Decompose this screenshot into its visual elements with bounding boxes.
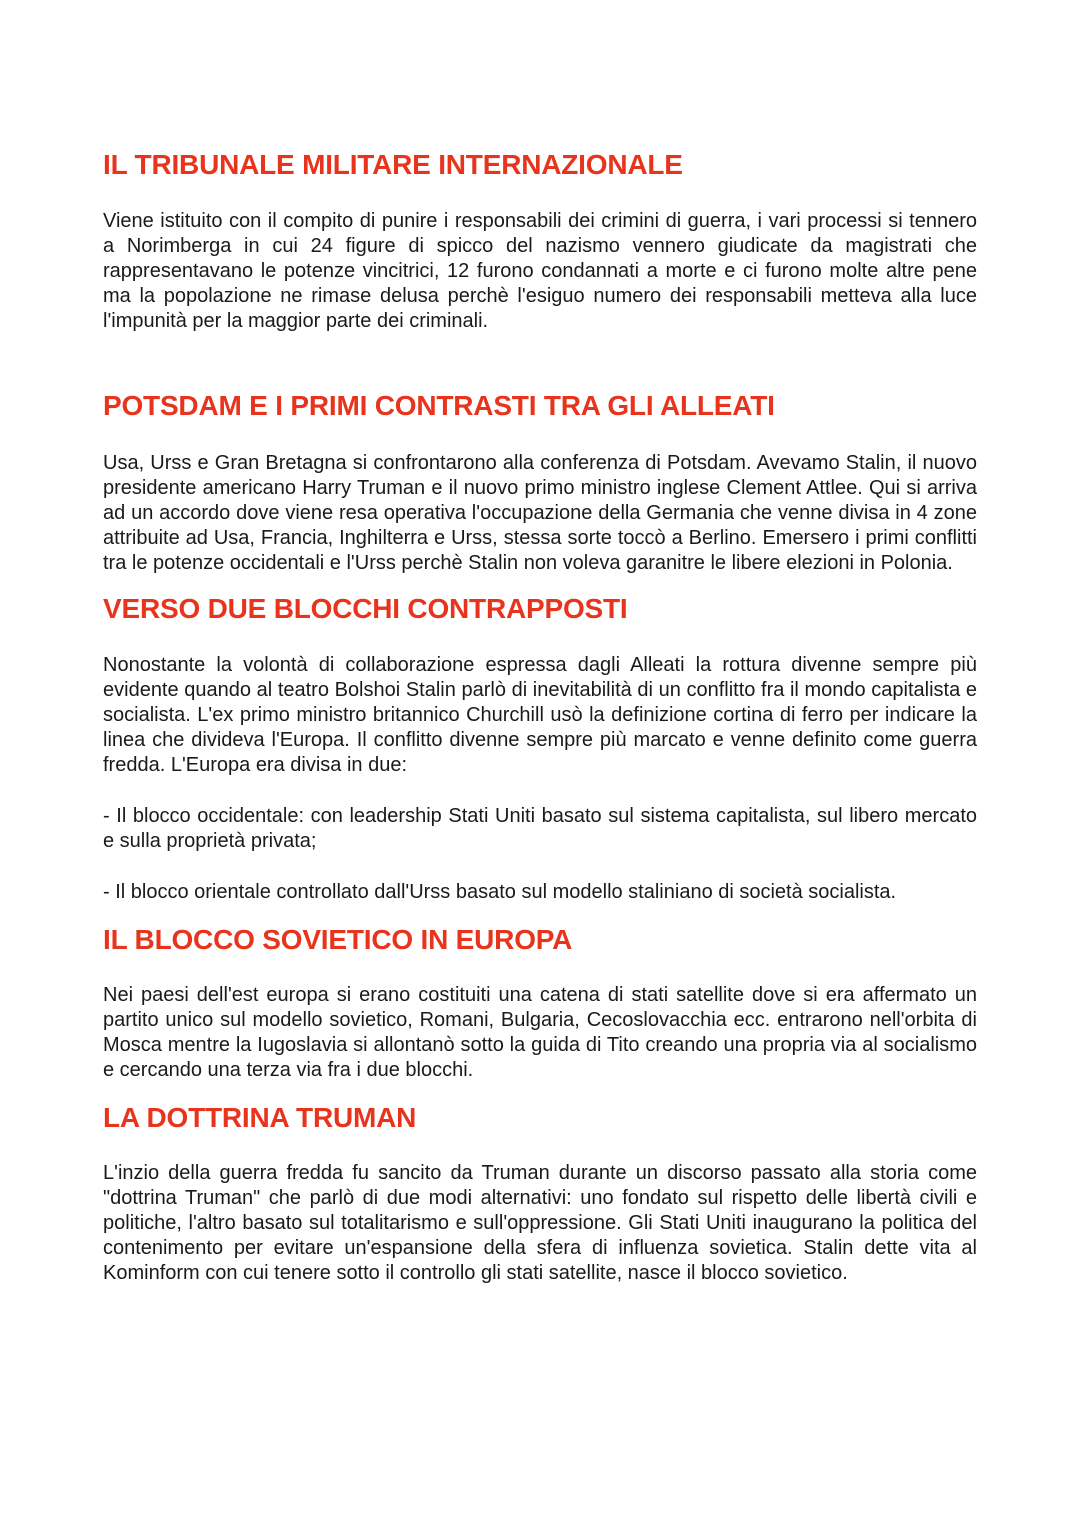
- section-title-potsdam: POTSDAM E I PRIMI CONTRASTI TRA GLI ALLEATI: [103, 390, 775, 421]
- section-title-tribunale: IL TRIBUNALE MILITARE INTERNAZIONALE: [103, 149, 683, 180]
- section-title-dottrina-truman: LA DOTTRINA TRUMAN: [103, 1102, 417, 1133]
- section-paragraph: Nei paesi dell'est europa si erano costituiti una catena di stati satellite dove si era affermato un partito unico sul modello sovietico, Romani, Bulgaria, Cecoslovacchia ecc. entrarono nell'orbita di Mosca mentre la Iugoslavia si allontanò sotto la guida di Tito creando una propria via al socialismo e cercando una terza via fra i due blocchi.: [103, 984, 977, 1081]
- document-page: [103, 148, 977, 1286]
- section-paragraph: Nonostante la volontà di collaborazione espressa dagli Alleati la rottura divenne sempre più evidente quando al teatro Bolshoi Stalin parlò di inevitabilità di un conflitto fra il mondo capitalista e socialista. L'ex primo ministro britannico Churchill usò la definizione cortina di ferro per indicare la linea che divideva l'Europa. Il conflitto divenne sempre più marcato e venne definito come guerra fredda. L'Europa era divisa in due:: [103, 654, 977, 776]
- list-item-blocco-orientale: - Il blocco orientale controllato dall'Urss basato sul modello staliniano di società socialista.: [103, 881, 897, 903]
- section-title-blocco-sovietico: IL BLOCCO SOVIETICO IN EUROPA: [103, 924, 573, 955]
- section-paragraph: Usa, Urss e Gran Bretagna si confrontarono alla conferenza di Potsdam. Avevamo Stalin, il nuovo presidente americano Harry Truman e il nuovo primo ministro inglese Clement Attlee. Qui si arriva ad un accordo dove viene resa operativa l'occupazione della Germania che venne divisa in 4 zone attribuite ad Usa, Francia, Inghilterra e Urss, stessa sorte toccò a Berlino. Emersero i primi conflitti tra le potenze occidentali e l'Urss perchè Stalin non voleva garanitre le libere elezioni in Polonia.: [103, 452, 977, 574]
- section-paragraph: Viene istituito con il compito di punire i responsabili dei crimini di guerra, i vari processi si tennero a Norimberga in cui 24 figure di spicco del nazismo vennero giudicate da magistrati che rappresentavano le potenze vincitrici, 12 furono condannati a morte e ci furono molte altre pene ma la popolazione ne rimase delusa perchè l'esiguo numero dei responsabili metteva alla luce l'impunità per la maggior parte dei criminali.: [103, 210, 977, 332]
- section-paragraph: L'inzio della guerra fredda fu sancito da Truman durante un discorso passato alla storia come "dottrina Truman" che parlò di due modi alternativi: uno fondato sul rispetto delle libertà civili e politiche, l'altro basato sul totalitarismo e sull'oppressione. Gli Stati Uniti inaugurano la politica del contenimento per evitare un'espansione della sfera di influenza sovietica. Stalin dette vita al Kominform con cui tenere sotto il controllo gli stati satellite, nasce il blocco sovietico.: [103, 1162, 977, 1284]
- list-item-blocco-occidentale: - Il blocco occidentale: con leadership Stati Uniti basato sul sistema capitalista, sul libero mercato e sulla proprietà privata;: [103, 805, 977, 852]
- section-title-due-blocchi: VERSO DUE BLOCCHI CONTRAPPOSTI: [103, 593, 628, 624]
